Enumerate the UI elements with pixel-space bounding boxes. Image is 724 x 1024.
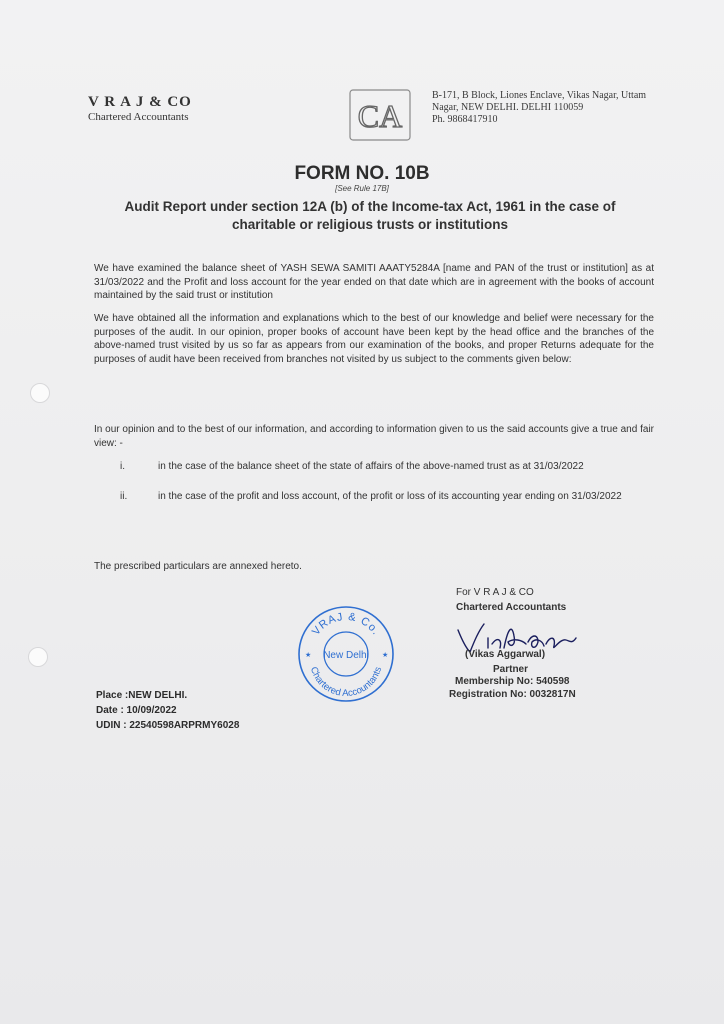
address-line: Nagar, NEW DELHI. DELHI 110059 (432, 102, 584, 113)
membership-number: Membership No: 540598 (455, 676, 570, 687)
stamp-top-text: VRAJ & Co. (309, 610, 383, 638)
firm-subtitle: Chartered Accountants (88, 111, 189, 123)
place: Place :NEW DELHI. (96, 690, 188, 701)
firm-role: Chartered Accountants (456, 602, 567, 613)
stamp-bottom-text: Chartered Accountants (307, 665, 385, 700)
signatory-name: (Vikas Aggarwal) (465, 649, 546, 660)
firm-name: V R A J & CO (88, 94, 192, 110)
signatory-role: Partner (493, 664, 529, 675)
list-item-text: in the case of the balance sheet of the state of affairs of the above-named trust as at 31/03/2022 (158, 461, 584, 472)
stamp-center-text: New Delhi (323, 650, 369, 661)
annex-note: The prescribed particulars are annexed hereto. (94, 561, 302, 572)
punch-hole-top (30, 383, 50, 403)
phone-line: Ph. 9868417910 (432, 114, 498, 125)
for-firm: For V R A J & CO (456, 587, 534, 598)
address-line: B-171, B Block, Liones Enclave, Vikas Nagar, Uttam (432, 90, 647, 101)
list-item-number: ii. (120, 491, 128, 502)
date: Date : 10/09/2022 (96, 705, 177, 716)
ca-logo (349, 89, 411, 141)
report-heading: Audit Report under section 12A (b) of the Income-tax Act, 1961 in the case of charitable or religious trusts or institutions (124, 199, 616, 232)
svg-text:★: ★ (305, 651, 312, 659)
list-item-text: in the case of the profit and loss account, of the profit or loss of its accounting year ending on 31/03/2022 (158, 491, 622, 502)
list-item-number: i. (120, 461, 125, 472)
svg-text:Chartered Accountants (308, 665, 384, 699)
svg-text:★: ★ (382, 651, 389, 659)
paragraph-information: We have obtained all the information and explanations which to the best of our knowledge and belief were necessary for the purposes of the audit. In our opinion, proper books of account have been kept by the head office and the branches of the above-named trust visited by us so far as appears from our examination of the books, and proper Returns adequate for the purposes of audit have been received from branches not visited by us subject to the comments given below: (94, 313, 654, 365)
rule-reference: [See Rule 17B] (335, 184, 389, 193)
ca-logo-text: CA (357, 98, 403, 134)
paragraph-opinion: In our opinion and to the best of our information, and according to information given to us the said accounts give a true and fair view: - (94, 424, 654, 449)
form-title: FORM NO. 10B (294, 163, 430, 184)
firm-seal-stamp (296, 604, 396, 704)
registration-number: Registration No: 0032817N (449, 689, 576, 700)
firm-address (432, 90, 672, 126)
udin: UDIN : 22540598ARPRMY6028 (96, 720, 240, 731)
paragraph-examination: We have examined the balance sheet of YASH SEWA SAMITI AAATY5284A [name and PAN of the trust or institution] as at 31/03/2022 and the Profit and loss account for the year ended on that date which are in agreement with the books of account maintained by the said trust or institution (94, 263, 654, 301)
punch-hole-bottom (28, 647, 48, 667)
